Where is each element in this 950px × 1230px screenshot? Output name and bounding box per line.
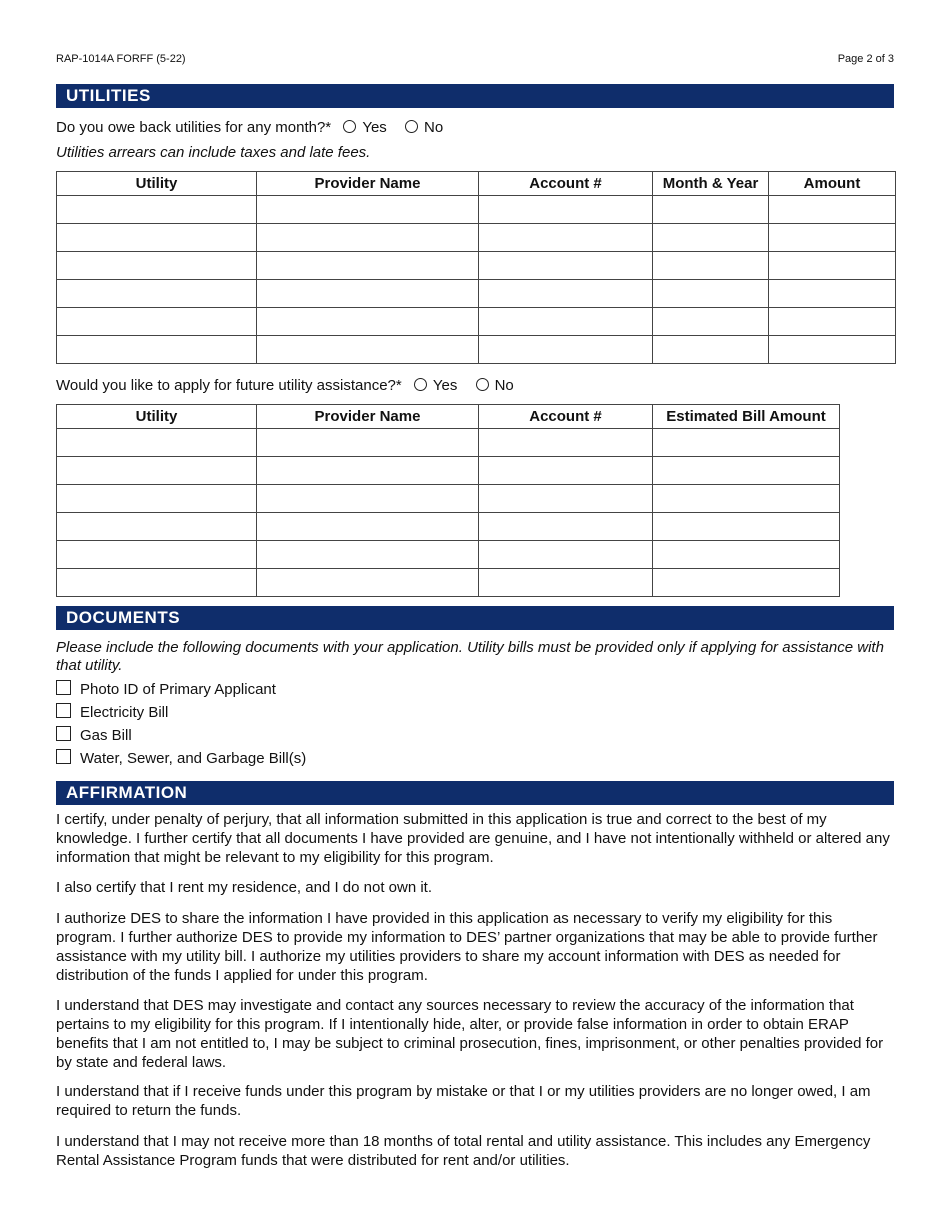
table-row — [57, 336, 896, 364]
table-cell[interactable] — [479, 513, 653, 541]
column-header-utility: Utility — [57, 172, 257, 196]
document-item — [56, 747, 306, 770]
table-cell[interactable] — [653, 541, 840, 569]
back-utilities-no-label: No — [423, 119, 444, 136]
table-cell[interactable] — [479, 280, 653, 308]
table-cell[interactable] — [769, 252, 896, 280]
table-cell[interactable] — [653, 224, 769, 252]
back-utilities-no-radio[interactable] — [405, 120, 418, 133]
gas-bill-checkbox[interactable] — [56, 726, 71, 741]
affirmation-paragraph-return-funds: I understand that if I receive funds under this program by mistake or that I or my utilities providers are no longer owed, I am required to return the funds. — [56, 1083, 871, 1119]
documents-checklist — [56, 678, 306, 770]
future-assistance-no-label: No — [494, 377, 514, 394]
affirmation-paragraph-investigate: I understand that DES may investigate and contact any sources necessary to review the accuracy of the information that pertains to my eligibility for this program. If I intentionally hide, alter, or provide false information in order to obtain ERAP benefits that I am not entitled to, I may be subject to criminal prosecution, fines, imprisonment, or other penalties provided for by state and federal laws. — [56, 997, 884, 1071]
table-cell[interactable] — [653, 513, 840, 541]
photo-id-checkbox[interactable] — [56, 680, 71, 695]
column-header-estimated-bill-amount: Estimated Bill Amount — [653, 405, 840, 429]
column-header-provider-name: Provider Name — [257, 172, 479, 196]
table-cell[interactable] — [769, 336, 896, 364]
document-label: Water, Sewer, and Garbage Bill(s) — [80, 750, 307, 767]
affirmation-section-header: AFFIRMATION — [56, 781, 894, 805]
utilities-section-header: UTILITIES — [56, 84, 894, 108]
table-cell[interactable] — [257, 280, 479, 308]
table-row — [57, 541, 840, 569]
electricity-bill-checkbox[interactable] — [56, 703, 71, 718]
documents-section-header: DOCUMENTS — [56, 606, 894, 630]
table-row — [57, 224, 896, 252]
table-cell[interactable] — [479, 336, 653, 364]
table-row — [57, 252, 896, 280]
table-cell[interactable] — [257, 513, 479, 541]
table-cell[interactable] — [57, 485, 257, 513]
table-cell[interactable] — [257, 457, 479, 485]
affirmation-paragraph-authorize: I authorize DES to share the information I have provided in this application as necessary to verify my eligibility for this program. I further authorize DES to provide my information to DES’ partner organizations that may be able to provide further assistance with my utility bill. I authorize my utilities providers to share my account information with DES as needed for distribution of the funds I applied for under this program. — [56, 910, 878, 984]
future-assistance-question-row — [56, 377, 514, 394]
table-cell[interactable] — [257, 196, 479, 224]
utilities-arrears-note: Utilities arrears can include taxes and late fees. — [56, 144, 371, 161]
back-utilities-yes-label: Yes — [362, 119, 387, 136]
table-cell[interactable] — [653, 308, 769, 336]
future-assistance-no-radio[interactable] — [476, 378, 489, 391]
table-cell[interactable] — [257, 541, 479, 569]
table-cell[interactable] — [769, 308, 896, 336]
table-cell[interactable] — [479, 224, 653, 252]
table-cell[interactable] — [479, 457, 653, 485]
table-row — [57, 513, 840, 541]
table-cell[interactable] — [653, 336, 769, 364]
table-cell[interactable] — [257, 308, 479, 336]
table-cell[interactable] — [479, 252, 653, 280]
affirmation-paragraph-limit: I understand that I may not receive more than 18 months of total rental and utility assistance. This includes any Emergency Rental Assistance Program funds that were distributed for rent and/or utilities. — [56, 1133, 871, 1169]
water-sewer-garbage-checkbox[interactable] — [56, 749, 71, 764]
future-assistance-question: Would you like to apply for future utility assistance?* — [56, 377, 402, 394]
table-row — [57, 429, 840, 457]
document-label: Photo ID of Primary Applicant — [80, 681, 276, 698]
table-row — [57, 457, 840, 485]
document-label: Gas Bill — [80, 727, 132, 744]
table-cell[interactable] — [57, 541, 257, 569]
table-row — [57, 308, 896, 336]
table-cell[interactable] — [257, 252, 479, 280]
future-assistance-yes-label: Yes — [432, 377, 458, 394]
table-cell[interactable] — [479, 308, 653, 336]
back-utilities-question: Do you owe back utilities for any month?* — [56, 119, 332, 136]
table-row — [57, 485, 840, 513]
document-label: Electricity Bill — [80, 704, 169, 721]
column-header-account: Account # — [479, 405, 653, 429]
column-header-amount: Amount — [769, 172, 896, 196]
table-cell[interactable] — [57, 457, 257, 485]
affirmation-paragraph-residence: I also certify that I rent my residence, and I do not own it. — [56, 879, 433, 896]
page-number: Page 2 of 3 — [837, 53, 894, 65]
table-cell[interactable] — [479, 541, 653, 569]
document-item — [56, 678, 306, 701]
table-cell[interactable] — [257, 224, 479, 252]
back-utilities-table — [56, 171, 896, 364]
table-cell[interactable] — [57, 196, 257, 224]
table-cell[interactable] — [57, 280, 257, 308]
back-utilities-yes-radio[interactable] — [343, 120, 356, 133]
table-cell[interactable] — [57, 429, 257, 457]
column-header-utility: Utility — [57, 405, 257, 429]
table-cell[interactable] — [479, 196, 653, 224]
table-cell[interactable] — [257, 485, 479, 513]
table-cell[interactable] — [479, 485, 653, 513]
table-cell[interactable] — [653, 280, 769, 308]
table-row — [57, 280, 896, 308]
table-cell[interactable] — [653, 196, 769, 224]
table-cell[interactable] — [653, 485, 840, 513]
table-cell[interactable] — [257, 569, 479, 597]
table-cell[interactable] — [769, 224, 896, 252]
table-cell[interactable] — [769, 196, 896, 224]
affirmation-paragraph-certify: I certify, under penalty of perjury, that all information submitted in this application is true and correct to the best of my knowledge. I further certify that all documents I have provided are genuine, and I have not intentionally withheld or altered any information that might be relevant to my eligibility for this program. — [56, 811, 890, 866]
table-cell[interactable] — [57, 569, 257, 597]
table-cell[interactable] — [479, 429, 653, 457]
table-cell[interactable] — [257, 336, 479, 364]
form-id: RAP-1014A FORFF (5-22) — [56, 53, 186, 65]
table-cell[interactable] — [653, 429, 840, 457]
table-row — [57, 196, 896, 224]
table-cell[interactable] — [653, 252, 769, 280]
table-cell[interactable] — [257, 429, 479, 457]
table-cell[interactable] — [57, 513, 257, 541]
table-cell[interactable] — [57, 308, 257, 336]
column-header-account: Account # — [479, 172, 653, 196]
column-header-month-year: Month & Year — [653, 172, 769, 196]
document-item — [56, 724, 306, 747]
future-assistance-yes-radio[interactable] — [414, 378, 427, 391]
documents-instructions: Please include the following documents with your application. Utility bills must be provided only if applying for assistance with that utility. — [56, 639, 884, 674]
table-cell[interactable] — [57, 224, 257, 252]
table-cell[interactable] — [479, 569, 653, 597]
column-header-provider-name: Provider Name — [257, 405, 479, 429]
table-cell[interactable] — [653, 569, 840, 597]
table-cell[interactable] — [769, 280, 896, 308]
table-cell[interactable] — [57, 336, 257, 364]
table-cell[interactable] — [653, 457, 840, 485]
back-utilities-question-row — [56, 119, 443, 136]
future-utilities-table — [56, 404, 840, 597]
table-row — [57, 569, 840, 597]
document-item — [56, 701, 306, 724]
table-cell[interactable] — [57, 252, 257, 280]
